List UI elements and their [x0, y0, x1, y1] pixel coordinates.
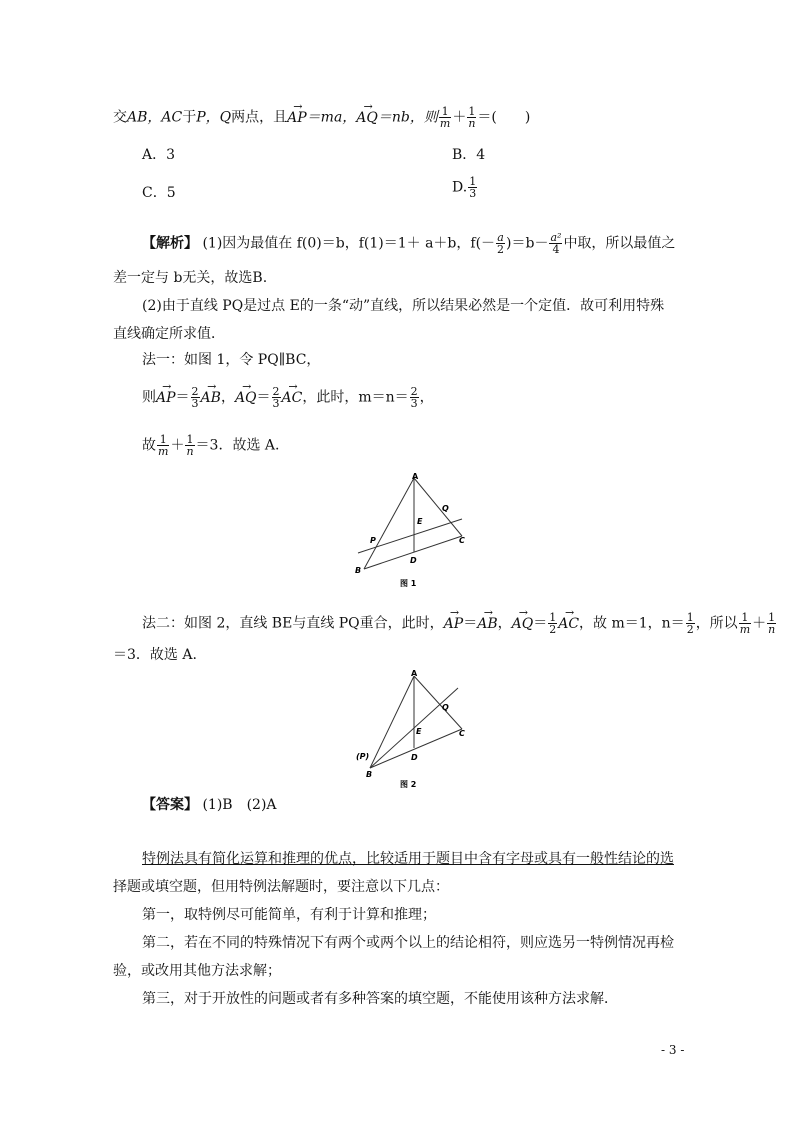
segment-ab	[364, 478, 414, 569]
label-q: Q	[442, 703, 449, 712]
method2-line1	[142, 612, 777, 635]
text-jiao: 交	[113, 109, 127, 126]
frac-den: 2	[686, 623, 694, 636]
label-b: B	[366, 770, 373, 779]
comma: ，	[419, 389, 434, 406]
frac-num: 1	[468, 105, 476, 118]
analysis-p1-a: (1)因为最值在 f(0)＝b，f(1)＝1＋ a＋b，f(－	[202, 235, 496, 252]
figure-2	[352, 666, 474, 791]
method1-line1: 法一：如图 1，令 PQ∥BC，	[142, 352, 321, 368]
fraction-1-over-n	[185, 434, 194, 457]
frac-den: m	[439, 117, 451, 130]
text-yu: 于	[182, 109, 197, 126]
frac-den: 4	[552, 243, 560, 256]
frac-den: 3	[410, 397, 418, 410]
figure-1	[352, 470, 474, 592]
frac-den: 3	[469, 187, 477, 200]
label-a: A	[411, 669, 418, 678]
equals: ＝	[175, 389, 190, 406]
analysis-p2-line2: 直线确定所求值．	[113, 326, 225, 342]
fraction-two-thirds	[410, 386, 419, 409]
fraction-one-third	[468, 176, 477, 199]
answer-line	[142, 795, 277, 815]
frac-num: a	[497, 231, 504, 244]
analysis-p1-c: 中取，所以最值之	[563, 235, 676, 252]
frac-num: 1	[186, 433, 194, 446]
vector-ap: → AP	[287, 108, 307, 128]
label-p: P	[370, 536, 376, 545]
method2-text-a: 法二：如图 2，直线 BE与直线 PQ重合，此时，	[142, 615, 444, 632]
frac-den: m	[158, 445, 169, 458]
comma: ，	[497, 615, 512, 632]
fraction-a2-over-4	[549, 232, 562, 255]
summary-p3-line1: 第二，若在不同的特殊情况下有两个或两个以上的结论相符，则应选另一特例情况再检	[142, 935, 674, 951]
text-mn: ，此时，m＝n＝	[302, 389, 409, 406]
question-tail	[113, 106, 530, 129]
frac-den: n	[468, 117, 476, 130]
fraction-one-half	[686, 612, 695, 635]
label-c: C	[459, 536, 465, 545]
method2-line2: ＝3．故选 A.	[113, 647, 197, 663]
answer-blank: ＝( )	[477, 109, 531, 126]
method1-result: ＝3．故选 A.	[195, 437, 280, 454]
frac-num: 1	[439, 106, 451, 118]
frac-num: 1	[739, 612, 751, 624]
figure-1-caption: 图 1	[400, 579, 417, 588]
option-c: C．5	[142, 185, 176, 201]
frac-den: n	[186, 445, 194, 458]
frac-den: n	[768, 623, 776, 636]
figure-2-caption: 图 2	[400, 780, 417, 789]
option-d	[452, 176, 478, 199]
frac-den: m	[739, 623, 751, 636]
vector-ap: → AP	[444, 614, 464, 634]
text-ze: 则	[142, 389, 156, 406]
vector-ap: → AP	[156, 388, 176, 408]
fraction-1-over-m	[739, 612, 751, 635]
text-gu: 故	[142, 437, 156, 454]
plus-sign: ＋	[452, 109, 467, 126]
text-two-points: 两点，且	[231, 109, 288, 126]
label-p: (P)	[356, 752, 370, 761]
method1-line2	[142, 386, 434, 409]
analysis-p1-line2: 差一定与 b无关，故选B.	[113, 270, 268, 286]
frac-den: 3	[191, 397, 199, 410]
analysis-p2-line1: (2)由于直线 PQ是过点 E的一条“动”直线，所以结果必然是一个定值．故可利用特殊	[142, 298, 665, 314]
summary-p3-line2: 验，或改用其他方法求解；	[113, 963, 281, 979]
option-d-label: D.	[452, 179, 468, 196]
fraction-one-half	[548, 612, 557, 635]
label-b: B	[355, 566, 362, 575]
method2-text-d: ，所以	[695, 615, 738, 632]
label-e: E	[417, 517, 423, 526]
analysis-p1-b: )＝b－	[506, 235, 549, 252]
frac-den: 3	[272, 397, 280, 410]
fraction-1-over-n	[467, 106, 476, 129]
frac-num: 1	[686, 611, 694, 624]
text-ab-ac: AB，AC	[127, 109, 183, 126]
frac-num: 2	[272, 385, 280, 398]
frac-num: 1	[549, 611, 557, 624]
option-b: B．4	[452, 147, 486, 163]
frac-num: 1	[768, 611, 776, 624]
fraction-1-over-n	[767, 612, 776, 635]
vector-ab: → AB	[477, 614, 497, 634]
vector-ac: → AC	[558, 614, 579, 634]
frac-num: 1	[157, 434, 169, 446]
vector-ac: → AC	[282, 388, 303, 408]
frac-num: 2	[191, 385, 199, 398]
label-d: D	[410, 556, 417, 565]
summary-p1-line1: 特例法具有简化运算和推理的优点，比较适用于题目中含有字母或具有一般性结论的选	[142, 851, 674, 867]
answer-tag: 【答案】	[142, 797, 198, 813]
vector-aq: → AQ	[512, 614, 534, 634]
equals: ＝	[256, 389, 271, 406]
summary-p4: 第三，对于开放性的问题或者有多种答案的填空题，不能使用该种方法求解．	[142, 991, 618, 1007]
fraction-1-over-m	[157, 434, 169, 457]
text-eq-ma: ＝ma，	[306, 109, 357, 126]
plus-sign: ＋	[170, 437, 185, 454]
comma: ，	[220, 389, 235, 406]
summary-p2: 第一，取特例尽可能简单，有利于计算和推理；	[142, 907, 436, 923]
label-c: C	[459, 729, 465, 738]
label-e: E	[416, 727, 422, 736]
frac-den: 2	[549, 623, 557, 636]
equals: ＝	[463, 615, 478, 632]
label-a: A	[412, 472, 419, 481]
analysis-tag: 【解析】	[142, 235, 198, 252]
summary-p1-line2: 择题或填空题，但用特例法解题时，要注意以下几点：	[113, 879, 449, 895]
frac-num: a²	[550, 231, 562, 244]
fraction-a-over-2	[496, 232, 505, 255]
analysis-p1-line1	[142, 232, 675, 255]
text-pq: P，Q	[196, 109, 232, 126]
frac-num: 1	[469, 175, 477, 188]
label-d: D	[411, 753, 418, 762]
fraction-two-thirds	[272, 386, 281, 409]
frac-num: 2	[410, 385, 418, 398]
vector-aq: → AQ	[356, 108, 378, 128]
vector-ab: → AB	[201, 388, 221, 408]
page-number: - 3 -	[661, 1043, 685, 1057]
label-q: Q	[442, 504, 449, 513]
option-a: A．3	[142, 147, 176, 163]
plus-sign: ＋	[752, 615, 767, 632]
fraction-1-over-m	[439, 106, 451, 129]
fraction-two-thirds	[191, 386, 200, 409]
answer-text: (1)B (2)A	[202, 797, 277, 813]
text-eq-nb: ＝nb，则	[377, 109, 438, 126]
frac-den: 2	[497, 243, 505, 256]
equals: ＝	[533, 615, 548, 632]
method2-text-c: ，故 m＝1，n＝	[579, 615, 685, 632]
vector-aq: → AQ	[235, 388, 257, 408]
segment-ab	[370, 676, 414, 768]
method1-line3	[142, 434, 279, 457]
